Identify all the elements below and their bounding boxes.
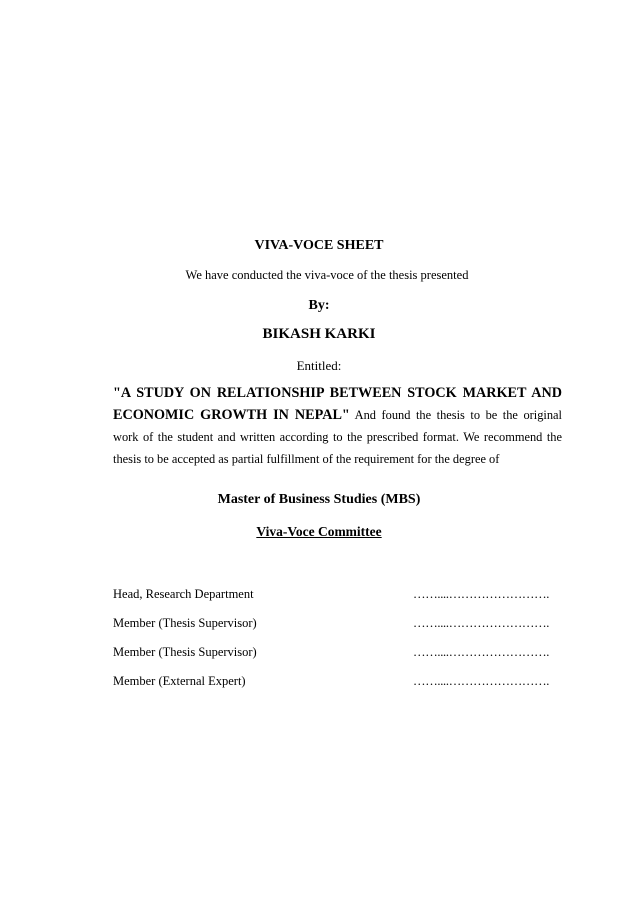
intro-statement: We have conducted the viva-voce of the thesis presented [185,268,469,282]
by-label: By: [308,298,330,313]
signatory-role: Member (Thesis Supervisor) [113,645,257,659]
degree-name: Master of Business Studies (MBS) [217,492,421,507]
entitled-label: Entitled: [296,358,342,373]
signatory-row [113,616,562,636]
signatory-role: Head, Research Department [113,587,254,601]
recommendation-text: And found the thesis to be the original work of the student and written according to the prescribed format. We recommend the thesis to be accepted as partial fulfillment of the requirement for the degree of [113,408,563,466]
signature-line: ……....……………………. [413,645,550,659]
signature-line: ……....……………………. [413,587,550,601]
signatory-role: Member (External Expert) [113,674,246,688]
signatory-row [113,674,562,694]
signature-line: ……....……………………. [413,616,550,630]
page-title: VIVA-VOCE SHEET [254,238,384,253]
recommendation-paragraph [113,382,562,470]
signatory-row [113,645,562,665]
signature-line: ……....……………………. [413,674,550,688]
signatory-row [113,587,562,607]
thesis-title: "A STUDY ON RELATIONSHIP BETWEEN STOCK MARKET AND ECONOMIC GROWTH IN NEPAL" [113,385,562,423]
committee-heading: Viva-Voce Committee [256,524,382,539]
student-name: BIKASH KARKI [262,326,376,342]
signatory-role: Member (Thesis Supervisor) [113,616,257,630]
